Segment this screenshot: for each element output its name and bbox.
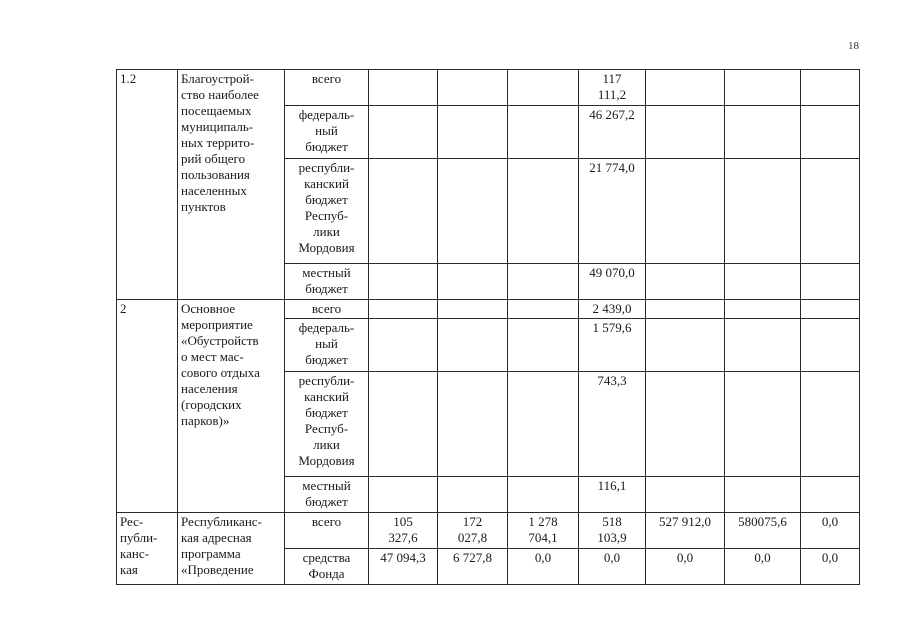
section-name bbox=[178, 513, 285, 585]
section-name-line: населения bbox=[181, 381, 238, 396]
funding-source: всего bbox=[285, 70, 369, 106]
section-name-line: ство наиболее bbox=[181, 87, 259, 102]
section-number: 1.2 bbox=[117, 70, 178, 300]
amount-cell bbox=[438, 372, 508, 477]
page-number: 18 bbox=[848, 40, 859, 52]
amount-cell bbox=[369, 300, 438, 319]
funding-source: всего bbox=[285, 513, 369, 549]
amount-cell bbox=[438, 159, 508, 264]
section-number bbox=[117, 513, 178, 585]
amount-cell bbox=[725, 106, 801, 159]
amount-cell bbox=[646, 319, 725, 372]
funding-source: федераль- ный бюджет bbox=[285, 319, 369, 372]
amount-cell: 105 327,6 bbox=[369, 513, 438, 549]
amount-cell bbox=[646, 264, 725, 300]
amount-cell bbox=[508, 106, 579, 159]
section-name-line: Основное bbox=[181, 301, 236, 316]
amount-cell bbox=[801, 300, 860, 319]
amount-cell bbox=[801, 70, 860, 106]
amount-cell: 0,0 bbox=[725, 549, 801, 585]
amount-cell bbox=[646, 300, 725, 319]
section-name-line: кая адресная bbox=[181, 530, 252, 545]
amount-cell bbox=[438, 70, 508, 106]
section-name-line: рий общего bbox=[181, 151, 246, 166]
amount-cell bbox=[646, 106, 725, 159]
section-name bbox=[178, 70, 285, 300]
section-number-line: канс- bbox=[120, 546, 149, 561]
amount-cell: 0,0 bbox=[508, 549, 579, 585]
section-name-line: пунктов bbox=[181, 199, 226, 214]
section-name-line: программа bbox=[181, 546, 241, 561]
amount-cell bbox=[369, 106, 438, 159]
amount-cell bbox=[508, 319, 579, 372]
amount-cell: 46 267,2 bbox=[579, 106, 646, 159]
amount-cell bbox=[801, 477, 860, 513]
amount-cell: 0,0 bbox=[646, 549, 725, 585]
amount-cell: 47 094,3 bbox=[369, 549, 438, 585]
amount-cell bbox=[369, 319, 438, 372]
section-name-line: ных террито- bbox=[181, 135, 255, 150]
amount-cell bbox=[438, 477, 508, 513]
table-row bbox=[117, 513, 860, 549]
section-name bbox=[178, 300, 285, 513]
amount-cell: 172 027,8 bbox=[438, 513, 508, 549]
section-name-line: Благоустрой- bbox=[181, 71, 254, 86]
section-number-line: публи- bbox=[120, 530, 158, 545]
amount-cell: 117 111,2 bbox=[579, 70, 646, 106]
amount-cell bbox=[646, 159, 725, 264]
amount-cell: 518 103,9 bbox=[579, 513, 646, 549]
table-row bbox=[117, 300, 860, 319]
amount-cell: 580075,6 bbox=[725, 513, 801, 549]
funding-source: республи- канский бюджет Респуб- лики Мордовия bbox=[285, 159, 369, 264]
amount-cell bbox=[438, 106, 508, 159]
amount-cell bbox=[438, 300, 508, 319]
amount-cell: 0,0 bbox=[579, 549, 646, 585]
budget-table bbox=[116, 69, 860, 585]
amount-cell bbox=[508, 477, 579, 513]
amount-cell bbox=[725, 264, 801, 300]
funding-source: средства Фонда bbox=[285, 549, 369, 585]
funding-source: федераль- ный бюджет bbox=[285, 106, 369, 159]
amount-cell: 21 774,0 bbox=[579, 159, 646, 264]
amount-cell bbox=[801, 319, 860, 372]
amount-cell bbox=[508, 159, 579, 264]
amount-cell bbox=[646, 477, 725, 513]
amount-cell bbox=[369, 159, 438, 264]
section-name-line: населенных bbox=[181, 183, 247, 198]
section-name-line: пользования bbox=[181, 167, 250, 182]
section-name-line: о мест мас- bbox=[181, 349, 244, 364]
funding-source: всего bbox=[285, 300, 369, 319]
table-row bbox=[117, 70, 860, 106]
amount-cell bbox=[646, 70, 725, 106]
amount-cell: 1 579,6 bbox=[579, 319, 646, 372]
amount-cell: 743,3 bbox=[579, 372, 646, 477]
amount-cell: 6 727,8 bbox=[438, 549, 508, 585]
amount-cell bbox=[508, 264, 579, 300]
amount-cell bbox=[725, 372, 801, 477]
amount-cell: 0,0 bbox=[801, 549, 860, 585]
amount-cell: 2 439,0 bbox=[579, 300, 646, 319]
amount-cell bbox=[369, 70, 438, 106]
amount-cell: 0,0 bbox=[801, 513, 860, 549]
amount-cell: 1 278 704,1 bbox=[508, 513, 579, 549]
section-name-line: «Проведение bbox=[181, 562, 254, 577]
amount-cell bbox=[508, 300, 579, 319]
amount-cell bbox=[646, 372, 725, 477]
amount-cell bbox=[801, 159, 860, 264]
amount-cell bbox=[369, 372, 438, 477]
section-name-line: посещаемых bbox=[181, 103, 252, 118]
amount-cell bbox=[438, 319, 508, 372]
section-name-line: (городских bbox=[181, 397, 242, 412]
funding-source: местный бюджет bbox=[285, 477, 369, 513]
section-name-line: «Обустройств bbox=[181, 333, 259, 348]
amount-cell bbox=[801, 372, 860, 477]
section-number-line: Рес- bbox=[120, 514, 144, 529]
amount-cell: 527 912,0 bbox=[646, 513, 725, 549]
section-name-line: мероприятие bbox=[181, 317, 253, 332]
amount-cell bbox=[508, 70, 579, 106]
amount-cell bbox=[725, 159, 801, 264]
amount-cell bbox=[508, 372, 579, 477]
amount-cell bbox=[438, 264, 508, 300]
amount-cell bbox=[369, 264, 438, 300]
amount-cell: 49 070,0 bbox=[579, 264, 646, 300]
section-number: 2 bbox=[117, 300, 178, 513]
section-name-line: парков)» bbox=[181, 413, 230, 428]
section-name-line: муниципаль- bbox=[181, 119, 254, 134]
section-name-line: сового отдыха bbox=[181, 365, 260, 380]
amount-cell bbox=[725, 477, 801, 513]
amount-cell bbox=[725, 300, 801, 319]
amount-cell bbox=[369, 477, 438, 513]
funding-source: местный бюджет bbox=[285, 264, 369, 300]
amount-cell bbox=[801, 106, 860, 159]
amount-cell bbox=[725, 319, 801, 372]
section-number-line: кая bbox=[120, 562, 138, 577]
section-name-line: Республиканс- bbox=[181, 514, 262, 529]
funding-source: республи- канский бюджет Респуб- лики Мордовия bbox=[285, 372, 369, 477]
amount-cell bbox=[725, 70, 801, 106]
amount-cell: 116,1 bbox=[579, 477, 646, 513]
amount-cell bbox=[801, 264, 860, 300]
